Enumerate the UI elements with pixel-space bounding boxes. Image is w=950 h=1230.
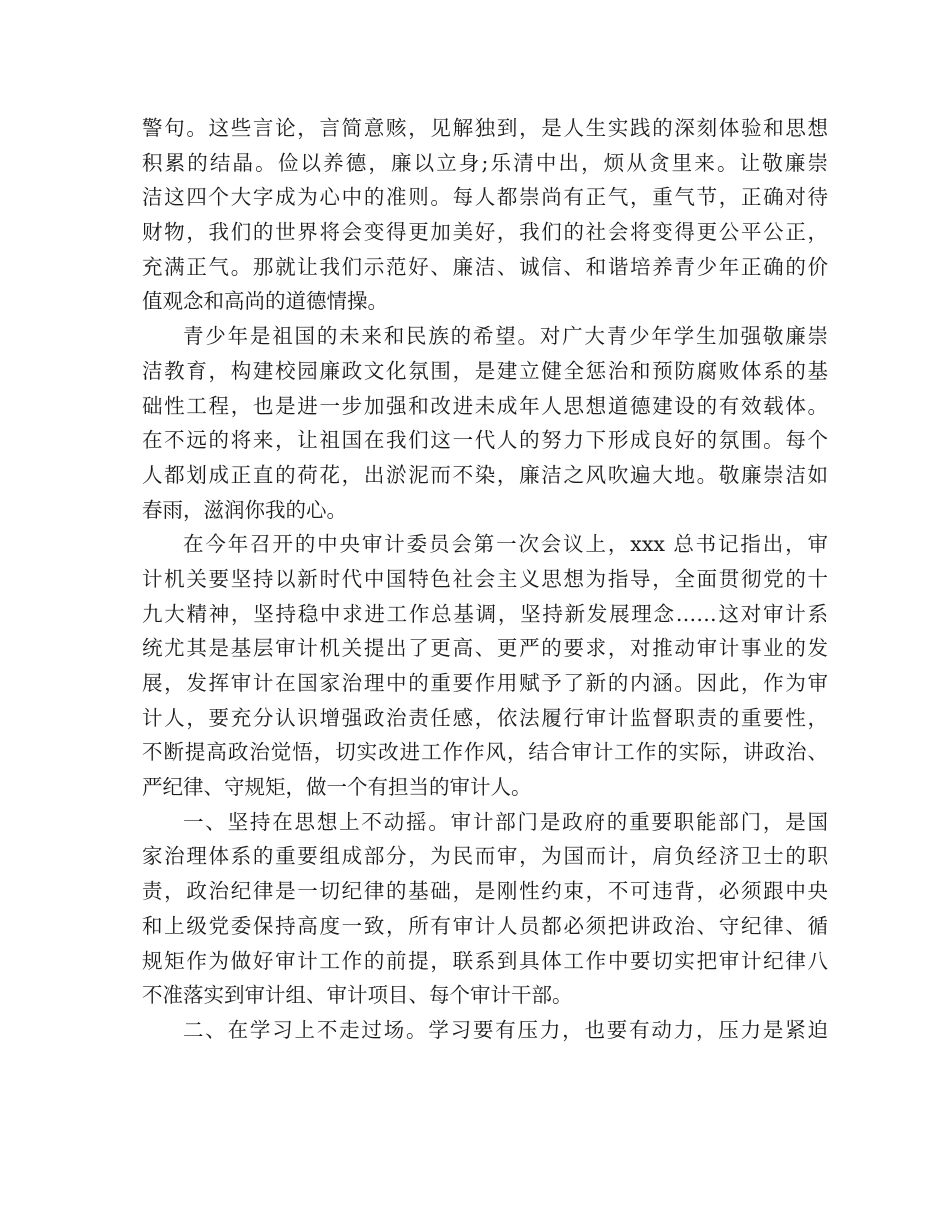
text-line: 严纪律、守规矩，做一个有担当的审计人。 xyxy=(142,775,532,800)
text-line: 不断提高政治觉悟，切实改进工作作风，结合审计工作的实际，讲政治、 xyxy=(142,740,828,765)
document-body xyxy=(142,111,828,1048)
text-line: 展，发挥审计在国家治理中的重要作用赋予了新的内涵。因此，作为审 xyxy=(142,671,828,695)
text-line: 警句。这些言论，言简意赅，见解独到，是人生实践的深刻体验和思想 xyxy=(142,116,828,140)
text-line: 九大精神，坚持稳中求进工作总基调，坚持新发展理念……这对审计系 xyxy=(142,601,828,626)
paragraph-3 xyxy=(142,527,828,805)
text-line: 在今年召开的中央审计委员会第一次会议上，xxx 总书记指出，审 xyxy=(183,532,828,557)
text-line: 二、在学习上不走过场。学习要有压力，也要有动力，压力是紧迫 xyxy=(183,1017,828,1042)
text-line: 不准落实到审计组、审计项目、每个审计干部。 xyxy=(142,983,573,1008)
text-line: 积累的结晶。俭以养德，廉以立身;乐清中出，烦从贪里来。让敬廉崇 xyxy=(142,150,828,175)
text-line: 础性工程，也是进一步加强和改进未成年人思想道德建设的有效载体。 xyxy=(142,393,828,418)
paragraph-2 xyxy=(142,319,828,527)
text-line: 洁教育，构建校园廉政文化氛围，是建立健全惩治和预防腐败体系的基 xyxy=(142,358,828,383)
text-line: 春雨，滋润你我的心。 xyxy=(142,497,347,522)
text-line: 计人，要充分认识增强政治责任感，依法履行审计监督职责的重要性， xyxy=(142,705,828,730)
text-line: 统尤其是基层审计机关提出了更高、更严的要求，对推动审计事业的发 xyxy=(142,636,828,661)
text-line: 财物，我们的世界将会变得更加美好，我们的社会将变得更公平公正， xyxy=(142,220,828,245)
paragraph-4 xyxy=(142,805,828,1013)
text-line: 青少年是祖国的未来和民族的希望。对广大青少年学生加强敬廉崇 xyxy=(183,324,828,349)
text-line: 家治理体系的重要组成部分，为民而审，为国而计，肩负经济卫士的职 xyxy=(142,844,828,869)
text-line: 计机关要坚持以新时代中国特色社会主义思想为指导，全面贯彻党的十 xyxy=(142,566,828,591)
text-line: 和上级党委保持高度一致，所有审计人员都必须把讲政治、守纪律、循 xyxy=(142,913,828,938)
text-line: 充满正气。那就让我们示范好、廉洁、诚信、和谐培养青少年正确的价 xyxy=(142,254,828,279)
paragraph-1 xyxy=(142,111,828,319)
text-line: 人都划成正直的荷花，出淤泥而不染，廉洁之风吹遍大地。敬廉崇洁如 xyxy=(142,462,828,487)
text-line: 洁这四个大字成为心中的准则。每人都崇尚有正气，重气节，正确对待 xyxy=(142,185,828,210)
text-line: 一、坚持在思想上不动摇。审计部门是政府的重要职能部门，是国 xyxy=(183,809,828,834)
text-line: 规矩作为做好审计工作的前提，联系到具体工作中要切实把审计纪律八 xyxy=(142,948,828,973)
text-line: 在不远的将来，让祖国在我们这一代人的努力下形成良好的氛围。每个 xyxy=(142,428,828,453)
text-line: 值观念和高尚的道德情操。 xyxy=(142,289,388,314)
text-line: 责，政治纪律是一切纪律的基础，是刚性约束，不可违背，必须跟中央 xyxy=(142,879,828,904)
paragraph-5 xyxy=(142,1013,828,1048)
